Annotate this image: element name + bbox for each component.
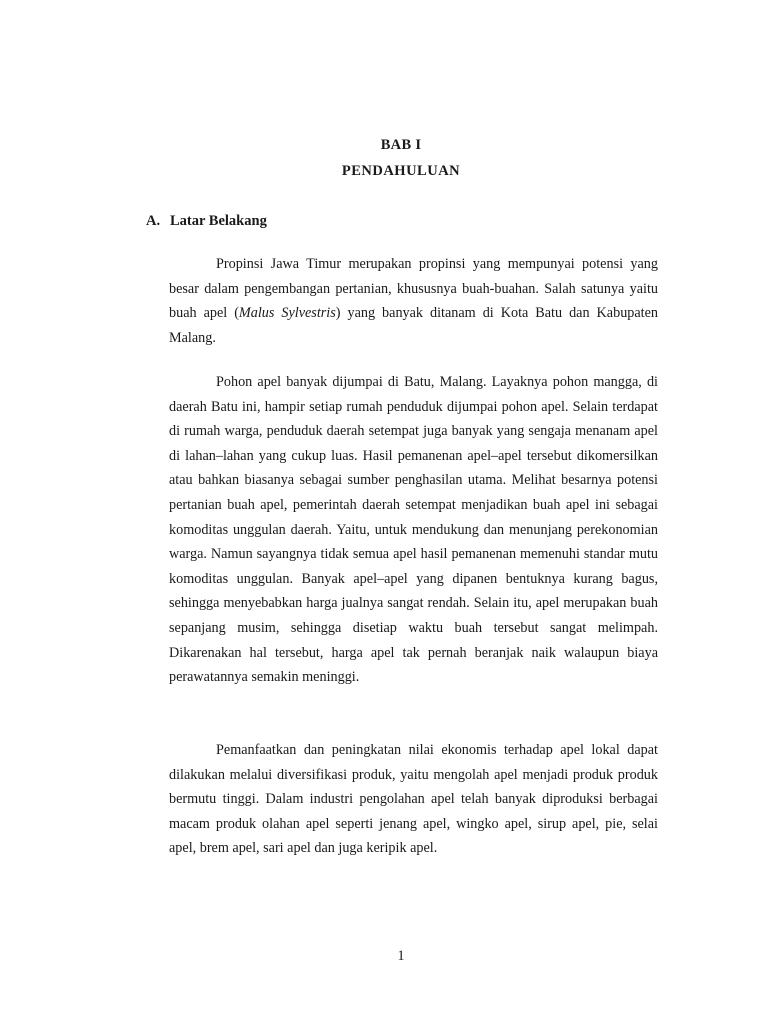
paragraph-1-after: ) yang banyak ditanam di Kota Batu dan Kabupaten Malang. — [169, 305, 659, 346]
paragraph-1-scientific-name: Malus Sylvestris — [238, 305, 336, 322]
paragraph-1 — [169, 252, 658, 350]
section-title: Latar Belakang — [170, 213, 267, 229]
chapter-title: PENDAHULUAN — [341, 163, 461, 179]
paragraph-3: Pemanfaatkan dan peningkatan nilai ekonomis terhadap apel lokal dapat dilakukan melalui diversifikasi produk, yaitu mengolah apel menjadi produk produk bermutu tinggi. Dalam industri pengolahan apel telah banyak diproduksi berbagai macam produk olahan apel seperti jenang apel, wingko apel, sirup apel, pie, selai apel, brem apel, sari apel dan juga keripik apel. — [169, 742, 658, 857]
section-heading — [146, 213, 267, 230]
paragraph-2: Pohon apel banyak dijumpai di Batu, Malang. Layaknya pohon mangga, di daerah Batu ini, hampir setiap rumah penduduk dijumpai pohon apel. Selain terdapat di rumah warga, penduduk daerah setempat juga banyak yang sengaja menanam apel di lahan–lahan yang cukup luas. Hasil pemanenan apel–apel tersebut dikomersilkan atau bahkan biasanya sebagai sumber penghasilan utama. Melihat besarnya potensi pertanian buah apel, pemerintah daerah setempat menjadikan buah apel ini sebagai komoditas unggulan daerah. Yaitu, untuk mendukung dan menunjang perekonomian warga. Namun sayangnya tidak semua apel hasil pemanenan memenuhi standar mutu komoditas unggulan. Banyak apel–apel yang dipanen bentuknya kurang bagus, sehingga menyebabkan harga jualnya sangat rendah. Selain itu, apel merupakan buah sepanjang musim, sehingga disetiap waktu buah tersebut sangat melimpah. Dikarenakan hal tersebut, harga apel tak pernah beranjak naik walaupun biaya perawatannya semakin meninggi. — [169, 374, 658, 686]
chapter-number: BAB I — [380, 137, 422, 153]
section-letter: A. — [146, 213, 161, 229]
page-number: 1 — [397, 948, 405, 964]
paragraph-1-before: Propinsi Jawa Timur merupakan propinsi yang mempunyai potensi yang besar dalam pengembangan pertanian, khususnya buah-buahan. Salah satunya yaitu buah apel ( — [169, 256, 658, 322]
